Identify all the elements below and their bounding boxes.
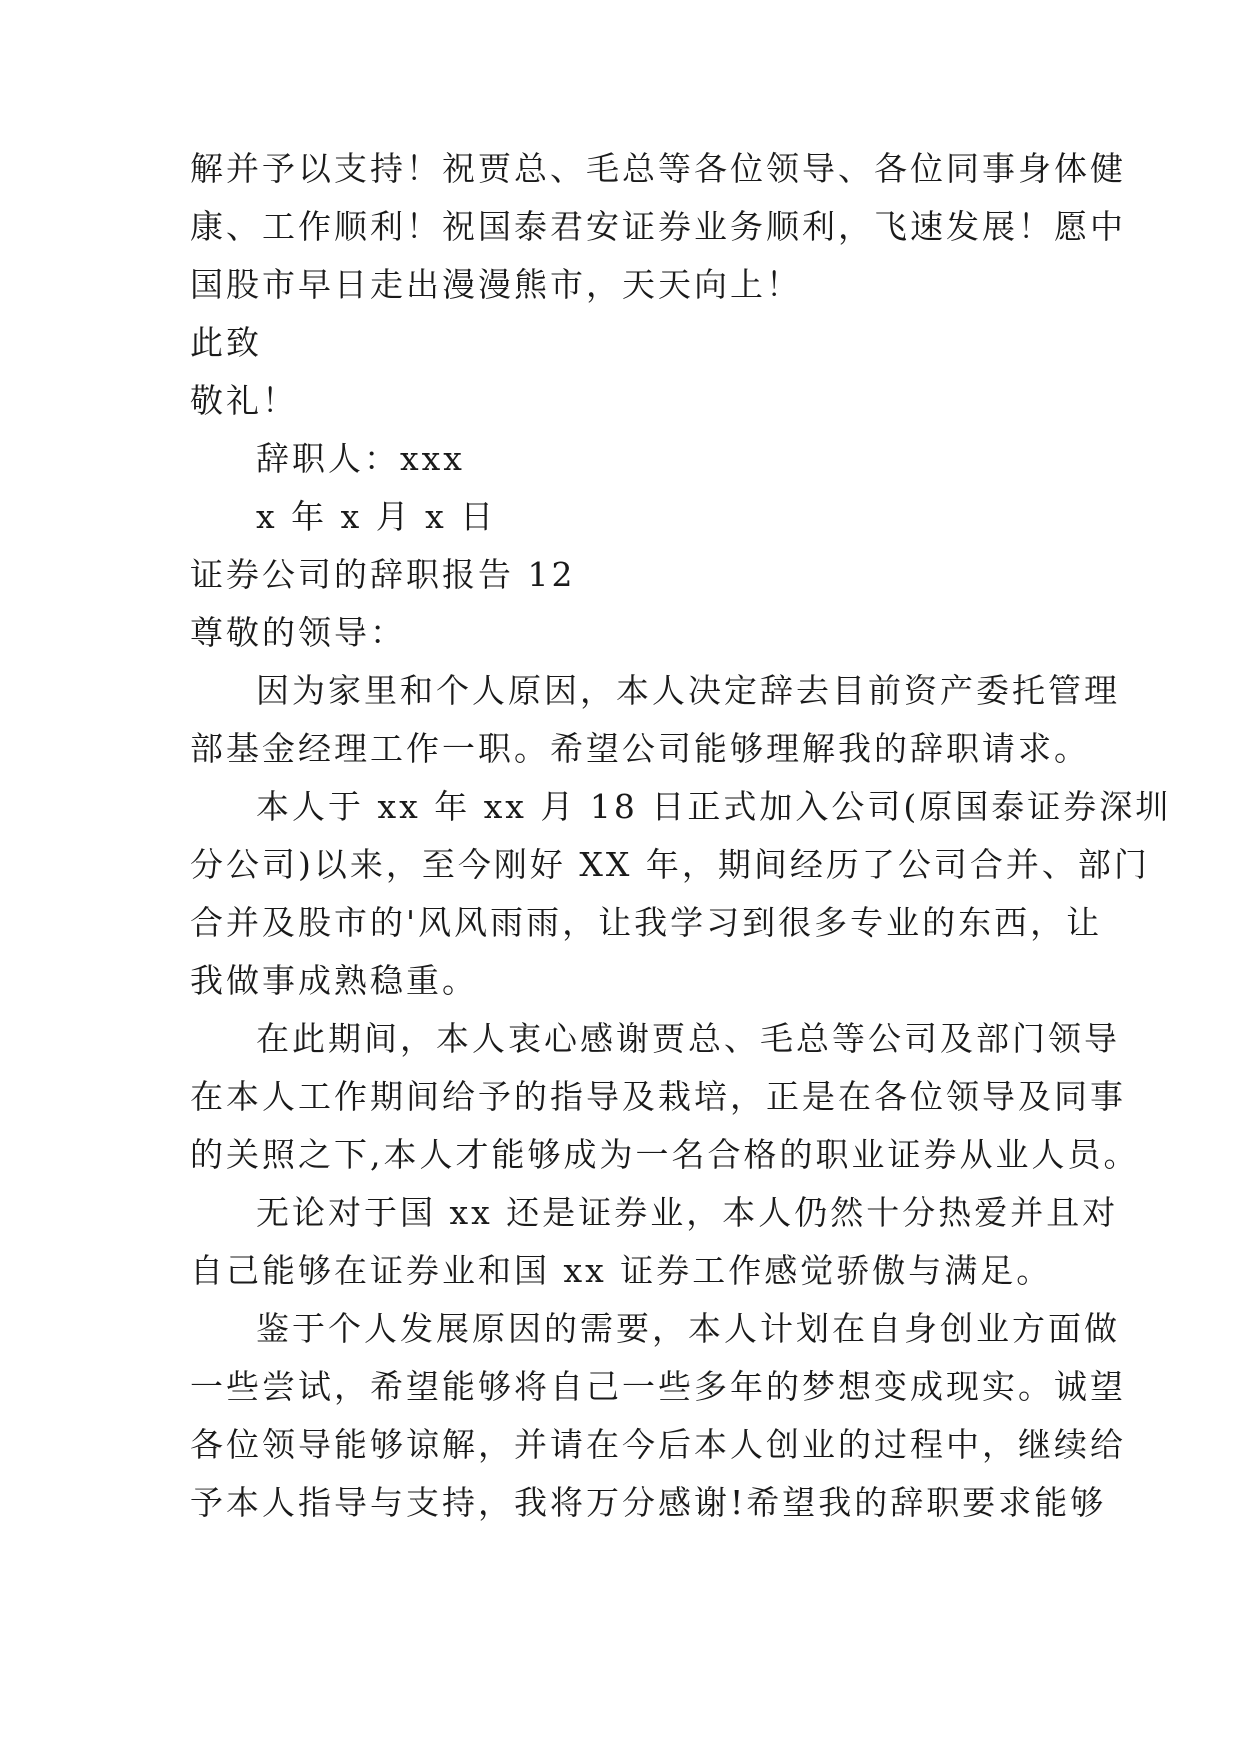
text-line: 分公司)以来，至今刚好 XX 年，期间经历了公司合并、部门	[190, 845, 1150, 884]
closing-regards: 敬礼！	[190, 381, 298, 420]
text-line: 鉴于个人发展原因的需要，本人计划在自身创业方面做	[256, 1309, 1120, 1348]
text-line: 的关照之下,本人才能够成为一名合格的职业证券从业人员。	[190, 1135, 1140, 1174]
text-line: 无论对于国 xx 还是证券业，本人仍然十分热爱并且对	[256, 1193, 1119, 1232]
text-line: 自己能够在证券业和国 xx 证券工作感觉骄傲与满足。	[190, 1251, 1053, 1290]
signature-name: 辞职人：xxx	[256, 439, 465, 478]
text-line: 解并予以支持！祝贾总、毛总等各位领导、各位同事身体健	[190, 149, 1126, 188]
text-line: 在此期间，本人衷心感谢贾总、毛总等公司及部门领导	[256, 1019, 1120, 1058]
text-line: 一些尝试，希望能够将自己一些多年的梦想变成现实。诚望	[190, 1367, 1126, 1406]
section-title: 证券公司的辞职报告 12	[190, 555, 576, 594]
text-line: 本人于 xx 年 xx 月 18 日正式加入公司(原国泰证券深圳	[256, 787, 1172, 826]
document-body	[190, 140, 1172, 1532]
text-line: 国股市早日走出漫漫熊市，天天向上！	[190, 265, 802, 304]
text-line: 因为家里和个人原因，本人决定辞去目前资产委托管理	[256, 671, 1120, 710]
text-line: 我做事成熟稳重。	[190, 961, 478, 1000]
text-line: 予本人指导与支持，我将万分感谢!希望我的辞职要求能够	[190, 1483, 1107, 1522]
text-line: 各位领导能够谅解，并请在今后本人创业的过程中，继续给	[190, 1425, 1126, 1464]
closing-salutation: 此致	[190, 323, 262, 362]
text-line: 在本人工作期间给予的指导及栽培，正是在各位领导及同事	[190, 1077, 1126, 1116]
text-line: 康、工作顺利！祝国泰君安证券业务顺利，飞速发展！愿中	[190, 207, 1126, 246]
signature-date: x 年 x 月 x 日	[256, 497, 497, 536]
text-line: 部基金经理工作一职。希望公司能够理解我的辞职请求。	[190, 729, 1090, 768]
greeting: 尊敬的领导：	[190, 613, 406, 652]
text-line: 合并及股市的'风风雨雨，让我学习到很多专业的东西，让	[190, 903, 1103, 942]
